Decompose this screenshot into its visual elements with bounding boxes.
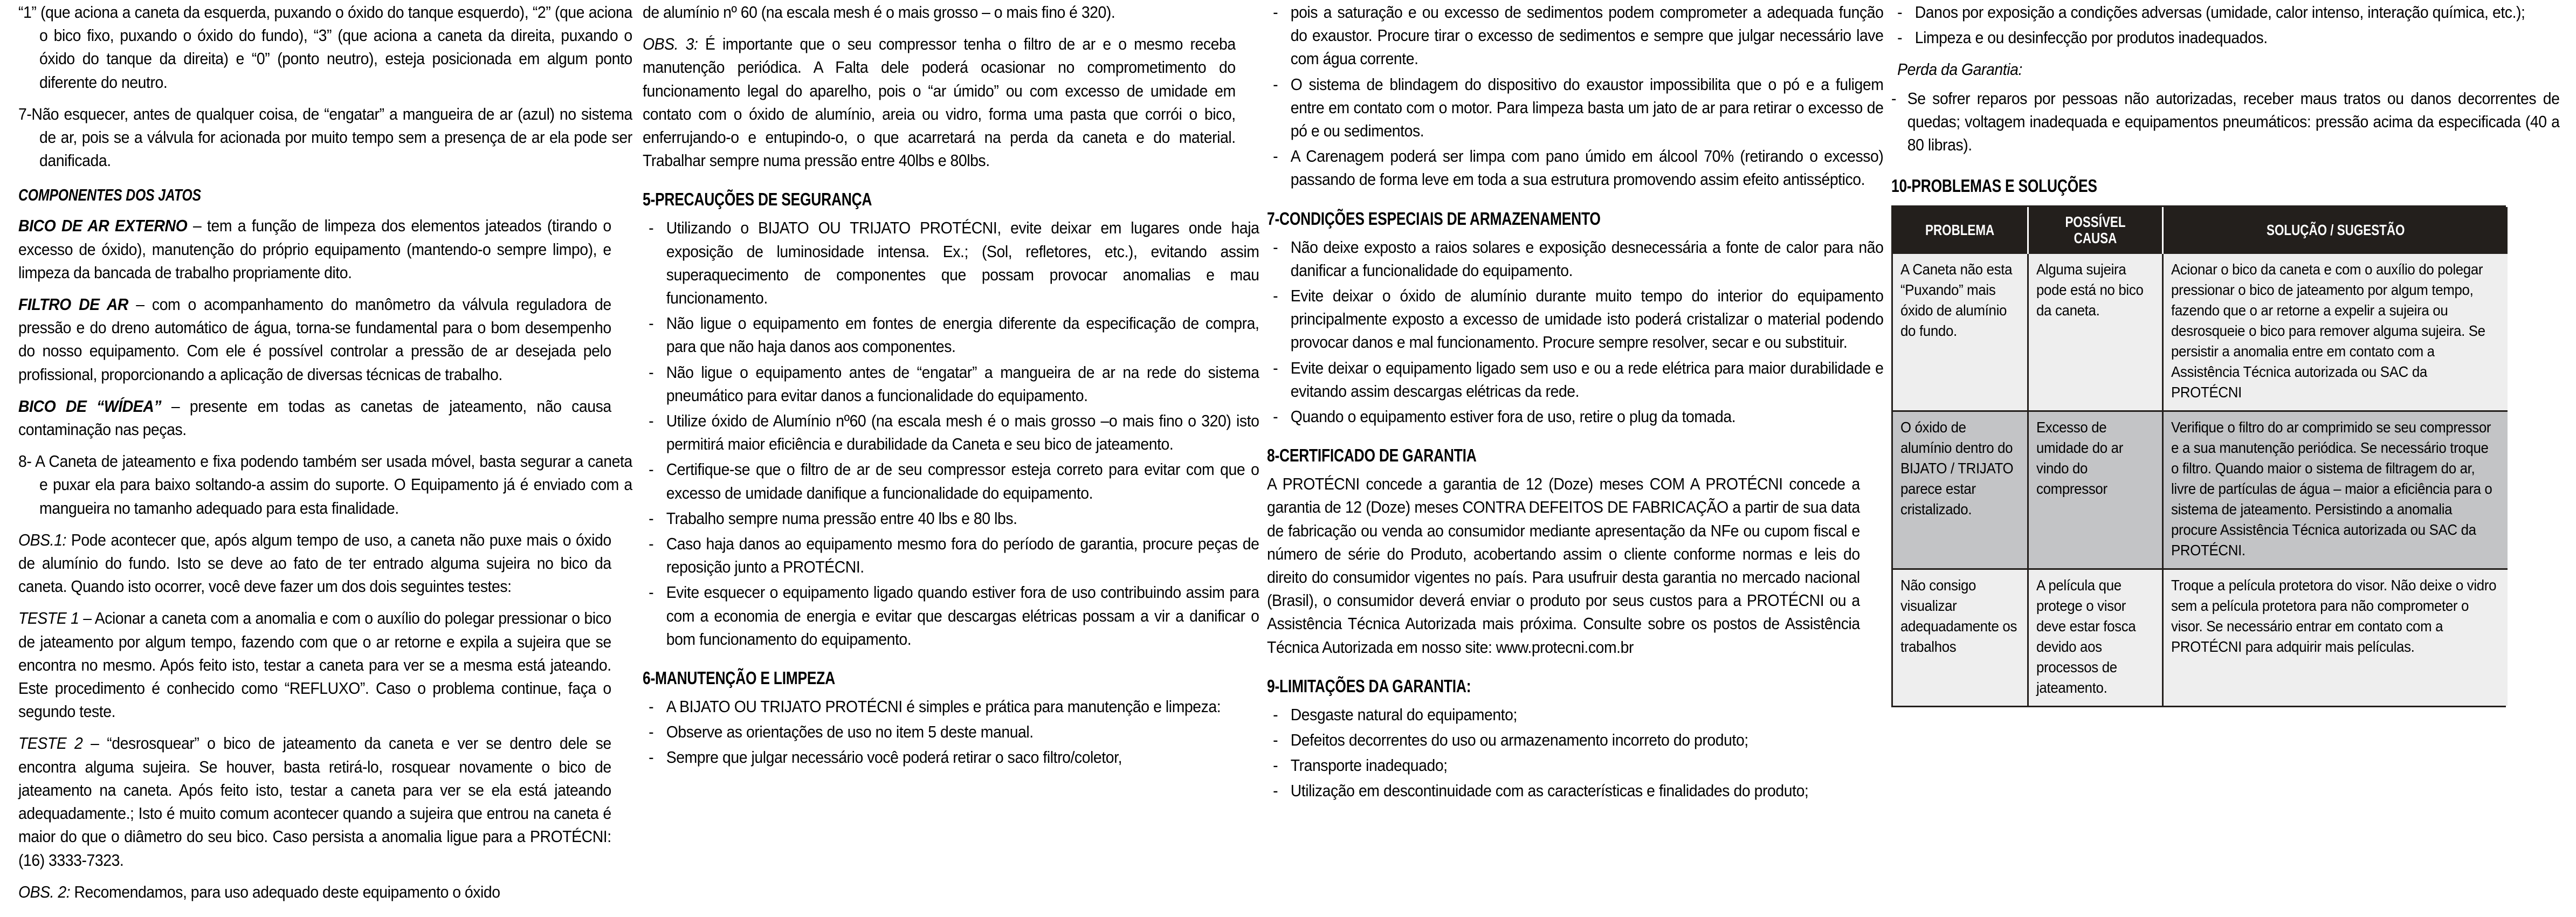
table-cell-causa [2028, 254, 2162, 411]
table-header-row [1893, 207, 2508, 254]
label-obs-1: OBS.1: [18, 530, 66, 549]
list-item: - Desgaste natural do equipamento; [1267, 704, 1883, 727]
table-body [1893, 254, 2508, 706]
list-item: - O sistema de blindagem do dispositivo do exaustor impossibilita que o pó e a fuligem entre em contato com o motor. Para limpeza basta um jato de ar para retirar o excesso de pó e ou sedimentos. [1267, 73, 1883, 143]
label-bico-de-widea: BICO DE “WÍDEA” [18, 397, 162, 416]
list-item-text: pois a saturação e ou excesso de sedimentos podem comprometer a adequada função do exaustor. Procure tirar o excesso de sedimentos e sempre que julgar necessário lave com água corrente. [1290, 3, 1884, 68]
table-cell-problema [1893, 411, 2028, 569]
label-obs-3: OBS. 3: [643, 35, 698, 54]
heading-manutencao-e-limpeza: 6-MANUTENÇÃO E LIMPEZA [643, 668, 835, 688]
list-armazenamento [1267, 236, 1884, 429]
list-limitacoes-da-garantia [1267, 704, 1860, 803]
heading-componentes-dos-jatos: COMPONENTES DOS JATOS [18, 185, 201, 205]
table-cell-solucao [2162, 411, 2508, 569]
table-cell-solucao-text: Troque a película protetora do visor. Não deixe o vidro sem a película protetora para não comprometer o visor. Se necessário entrar em contato com a PROTÉCNI para adquirir mais películas. [2171, 577, 2496, 656]
table-row [1893, 254, 2508, 411]
heading-precaucoes-de-seguranca: 5-PRECAUÇÕES DE SEGURANÇA [643, 189, 872, 210]
list-item: - Não ligue o equipamento antes de “engatar” a mangueira de ar na rede do sistema pneumático para evitar danos a funcionalidade do equipamento. [643, 361, 1259, 408]
problems-table-border [1891, 207, 2506, 707]
list-item [1267, 1, 1883, 71]
label-filtro-de-ar: FILTRO DE AR [18, 295, 129, 314]
table-header-solucao-sugestao [2162, 207, 2508, 254]
text-column-3 [1267, 1, 1884, 812]
list-item: - Trabalho sempre numa pressão entre 40 lbs e 80 lbs. [643, 507, 1259, 530]
list-perda-da-garantia [1891, 87, 2560, 157]
paragraph-item-7: 7-Não esquecer, antes de qualquer coisa, de “engatar” a mangueira de ar (azul) no sistema de ar, pois se a válvula for acionada por muito tempo sem a presença de ar ela pode ser danificada. [18, 105, 632, 170]
paragraph-teste-1 [18, 607, 611, 723]
list-item: - Evite deixar o óxido de alumínio durante muito tempo do interior do equipamento principalmente exposto a excesso de umidade isto poderá cristalizar o material podendo provocar danos e mal funcionamento. Procure sempre resolver, secar e ou substituir. [1267, 285, 1883, 355]
paragraph-obs-3 [643, 33, 1236, 173]
table-cell-solucao-text: Acionar o bico da caneta e com o auxílio do polegar pressionar o bico de jateamento por algum tempo, fazendo que o ar retorne a expelir a sujeira ou desrosqueie o bico para remover alguma sujeira. Se persistir a anomalia entre em contato com a Assistência Técnica autorizada ou SAC da PROTÉCNI [2171, 261, 2485, 401]
table-cell-problema [1893, 569, 2028, 706]
list-item: - Sempre que julgar necessário você poderá retirar o saco filtro/coletor, [643, 746, 1259, 769]
heading-condicoes-especiais-de-armazenamento: 7-CONDIÇÕES ESPECIAIS DE ARMAZENAMENTO [1267, 208, 1601, 229]
table-header-problema-text: PROBLEMA [1925, 222, 1995, 239]
list-item: - Utilização em descontinuidade com as características e finalidades do produto; [1267, 780, 1883, 803]
list-item: - Transporte inadequado; [1267, 754, 1883, 777]
table-header-possivel-causa [2028, 207, 2162, 254]
list-manutencao-e-limpeza [643, 695, 1236, 770]
text-teste-1: – Acionar a caneta com a anomalia e com o auxílio do polegar pressionar o bico de jateamento por algum tempo, fazendo com que o ar retorne e expila a sujeira que se encontra no mesmo. Após feito isto, testar a caneta para ver se a mesma está jateando. Este procedimento é conhecido como “REFLUXO”. Caso o problema continue, faça o segundo teste. [18, 609, 611, 721]
text-column-2 [643, 1, 1259, 778]
list-precaucoes-de-seguranca [643, 217, 1259, 651]
paragraph-obs-1 [18, 529, 611, 599]
table-cell-problema [1893, 254, 2028, 411]
table-cell-problema-text: O óxido de alumínio dentro do BIJATO / TRIJATO parece estar cristalizado. [1900, 419, 2014, 518]
label-perda-da-garantia: Perda da Garantia: [1897, 60, 2022, 79]
list-item: - Certifique-se que o filtro de ar de seu compressor esteja correto para evitar com que o excesso de umidade danifique a funcionalidade do equipamento. [643, 458, 1259, 505]
text-obs-1: Pode acontecer que, após algum tempo de uso, a caneta não puxe mais o óxido de alumínio do fundo. Isto se deve ao fato de ter entrado alguma sujeira no bico da caneta. Quando isto ocorrer, você deve fazer um dos dois seguintes testes: [18, 530, 611, 596]
heading-certificado-de-garantia: 8-CERTIFICADO DE GARANTIA [1267, 445, 1477, 466]
text-bico-de-ar-externo: – tem a função de limpeza dos elementos jateados (tirando o excesso de óxido), manutenção do próprio equipamento (mantendo-o sempre limpo), e limpeza da bancada de trabalho propriamente dito. [18, 217, 611, 282]
list-item: - A Carenagem poderá ser limpa com pano úmido em álcool 70% (retirando o excesso) passando de forma leve em toda a sua estrutura promovendo assim efeito antisséptico. [1267, 145, 1883, 191]
table-row [1893, 411, 2508, 569]
table-row [1893, 569, 2508, 706]
list-item: - Danos por exposição a condições adversas (umidade, calor intenso, interação química, etc.); [1891, 1, 2567, 24]
heading-limitacoes-da-garantia: 9-LIMITAÇÕES DA GARANTIA: [1267, 675, 1471, 696]
text-column-4 [1891, 1, 2560, 707]
label-bico-de-ar-externo: BICO DE AR EXTERNO [18, 217, 188, 236]
list-limitacoes-continued [1891, 1, 2544, 50]
table-cell-causa [2028, 569, 2162, 706]
list-item: - Se sofrer reparos por pessoas não autorizadas, receber maus tratos ou danos decorrentes de quedas; voltagem inadequada e equipamentos pneumáticos: pressão acima da especificada (40 a 80 libras). [1891, 87, 2559, 157]
heading-problemas-e-solucoes: 10-PROBLEMAS E SOLUÇÕES [1891, 176, 2097, 196]
paragraph-obs-2-continued: de alumínio nº 60 (na escala mesh é o mais grosso – o mais fino é 320). [643, 3, 1115, 22]
table-header-possivel-causa-text: POSSÍVEL CAUSA [2064, 213, 2126, 247]
paragraph-bico-de-ar-externo [18, 215, 611, 285]
list-item: - Defeitos decorrentes do uso ou armazenamento incorreto do produto; [1267, 729, 1883, 752]
list-manutencao-continued [1267, 1, 1884, 192]
text-teste-2: – “desrosquear” o bico de jateamento da caneta e ver se dentro dele se encontra alguma sujeira. Se houver, basta retirá-lo, rosquear novamente o bico de jateamento na caneta. Após feito isto, testar a caneta para ver se ela está jateando adequadamente.; Isto é muito comum acontecer quando a sujeira que entrou na caneta é maior do que o diâmetro do seu bico. Caso persista a anomalia ligue para a PROTÉCNI: (16) 3333-7323. [18, 734, 611, 870]
table-cell-problema-text: A Caneta não esta “Puxando” mais óxido de alumínio do fundo. [1900, 261, 2013, 340]
list-item: - Limpeza e ou desinfecção por produtos inadequados. [1891, 26, 2567, 50]
problems-table-wrapper [1891, 205, 2506, 707]
list-item: - Quando o equipamento estiver fora de uso, retire o plug da tomada. [1267, 405, 1883, 429]
problems-and-solutions-table [1893, 207, 2508, 706]
table-cell-solucao-text: Verifique o filtro do ar comprimido se seu compressor e a sua manutenção periódica. Se necessário troque o filtro. Quando maior o sistema de filtragem do ar, livre de partículas de água – maior a eficiência para o sistema de jateamento. Persistindo a anomalia procure Assistência Técnica autorizada ou SAC da PROTÉCNI. [2171, 419, 2492, 559]
label-obs-2: OBS. 2: [18, 882, 71, 901]
paragraph-item-8: 8- A Caneta de jateamento e fixa podendo também ser usada móvel, basta segurar a caneta e puxar ela para baixo soltando-a assim do suporte. O Equipamento já é enviado com a mangueira no tamanho adequado para esta finalidade. [18, 452, 632, 518]
paragraph-bico-de-widea [18, 395, 611, 442]
paragraph-continued-item6: “1” (que aciona a caneta da esquerda, puxando o óxido do tanque esquerdo), “2” (que aciona o bico fixo, puxando o óxido do fundo), “3” (que aciona a caneta da direita, puxando o óxido do tanque da direita) e “0” (ponto neutro), esteja posicionada em algum ponto diferente do neutro. [18, 3, 632, 92]
list-item: - A BIJATO OU TRIJATO PROTÉCNI é simples e prática para manutenção e limpeza: [643, 695, 1259, 719]
paragraph-filtro-de-ar [18, 293, 611, 387]
table-cell-problema-text: Não consigo visualizar adequadamente os trabalhos [1900, 577, 2017, 656]
list-item: - Observe as orientações de uso no item 5 deste manual. [643, 721, 1259, 744]
table-head [1893, 207, 2508, 254]
paragraph-certificado-de-garantia: A PROTÉCNI concede a garantia de 12 (Doze) meses COM A PROTÉCNI concede a garantia de 12 (Doze) meses CONTRA DEFEITOS DE FABRICAÇÃO a partir de sua data de fabricação ou venda ao consumidor mediante apresentação da NFe ou cupom fiscal e número de série do Produto, acobertando assim o cliente conforme normas e leis do direito do consumidor vigentes no país. Para usufruir desta garantia no mercado nacional (Brasil), o consumidor deverá enviar o produto por seus custos para a PROTÉCNI ou a Assistência Técnica Autorizada mais próxima. Consulte sobre os postos de Assistência Técnica Autorizada em nosso site: www.protecni.com.br [1267, 475, 1860, 657]
list-item: - Utilizando o BIJATO OU TRIJATO PROTÉCNI, evite deixar em lugares onde haja exposição de luminosidade intensa. Ex.; (Sol, refletores, etc.), evitando assim superaquecimento de componentes que possam provocar anomalias e mau funcionamento. [643, 217, 1259, 310]
table-header-solucao-sugestao-text: SOLUÇÃO / SUGESTÃO [2266, 222, 2405, 239]
label-teste-1: TESTE 1 [18, 609, 79, 628]
list-item: - Não ligue o equipamento em fontes de energia diferente da especificação de compra, para que não haja danos aos componentes. [643, 312, 1259, 358]
table-cell-causa-text: A película que protege o visor deve estar fosca devido aos processos de jateamento. [2036, 577, 2136, 697]
list-item: - Evite deixar o equipamento ligado sem uso e ou a rede elétrica para maior durabilidade e evitando assim descargas elétricas da rede. [1267, 357, 1883, 403]
table-header-problema [1893, 207, 2028, 254]
label-teste-2: TESTE 2 [18, 734, 83, 753]
paragraph-teste-2 [18, 732, 611, 872]
text-column-1 [18, 1, 632, 904]
paragraph-obs-2 [18, 881, 611, 904]
table-cell-solucao [2162, 254, 2508, 411]
text-obs-3: É importante que o seu compressor tenha o filtro de ar e o mesmo receba manutenção periódica. A Falta dele poderá ocasionar no comprometimento do funcionamento legal do aparelho, pois o “ar úmido” ou com excesso de umidade em contato com o óxido de alumínio, areia ou vidro, forma uma pasta que corrói o bico, enferrujando-o e entupindo-o, o que acarretará na perda da caneta e do material. Trabalhar sempre numa pressão entre 40lbs e 80lbs. [643, 35, 1236, 170]
table-cell-causa [2028, 411, 2162, 569]
table-cell-solucao [2162, 569, 2508, 706]
list-item: - Utilize óxido de Alumínio nº60 (na escala mesh é o mais grosso –o mais fino o 320) isto permitirá maior eficiência e durabilidade da Caneta e seu bico de jateamento. [643, 410, 1259, 456]
list-item: - Não deixe exposto a raios solares e exposição desnecessária a fonte de calor para não danificar a funcionalidade do equipamento. [1267, 236, 1883, 282]
list-item: - Evite esquecer o equipamento ligado quando estiver fora de uso contribuindo assim para com a economia de energia e evitar que descargas elétricas possam a vir a danificar o bom funcionamento do equipamento. [643, 581, 1259, 651]
list-item: - Caso haja danos ao equipamento mesmo fora do período de garantia, procure peças de reposição junto a PROTÉCNI. [643, 533, 1259, 579]
table-cell-causa-text: Alguma sujeira pode está no bico da caneta. [2036, 261, 2144, 319]
table-cell-causa-text: Excesso de umidade do ar vindo do compressor [2036, 419, 2123, 498]
text-obs-2: Recomendamos, para uso adequado deste equipamento o óxido [70, 882, 500, 901]
text-filtro-de-ar: – com o acompanhamento do manômetro da válvula reguladora de pressão e do dreno automático de água, torna-se fundamental para o bom desempenho do nosso equipamento. Com ele é possível controlar a pressão de ar desejada pelo profissional, proporcionando a aplicação de diversas técnicas de trabalho. [18, 295, 611, 384]
text-bico-de-widea: – presente em todas as canetas de jateamento, não causa contaminação nas peças. [18, 397, 611, 439]
